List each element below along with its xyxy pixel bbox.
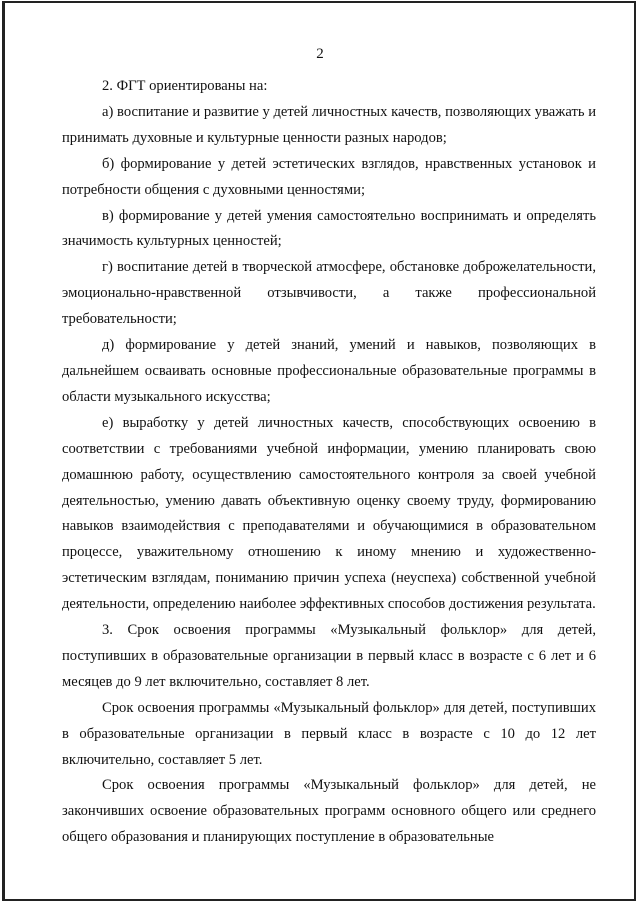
document-body [62,74,596,851]
paragraph-item-b: б) формирование у детей эстетических взглядов, нравственных установок и потребности общения с духовными ценностями; [62,155,596,198]
paragraph-item-e: е) выработку у детей личностных качеств, способствующих освоению в соответствии с требованиями учебной информации, умению планировать свою домашнюю работу, осуществлению самостоятельного контроля за своей учебной деятельностью, умению давать объективную оценку своему труду, формированию навыков взаимодействия с преподавателями и обучающимися в образовательном процессе, уважительному отношению к иному мнению и художественно-эстетическим взглядам, пониманию причин успеха (неуспеха) собственной учебной деятельности, определению наиболее эффективных способов достижения результата. [62,414,596,613]
paragraph-item-g: г) воспитание детей в творческой атмосфере, обстановке доброжелательности, эмоционально-нравственной отзывчивости, а также профессиональной требовательности; [62,259,596,328]
paragraph-fgt-intro: 2. ФГТ ориентированы на: [102,78,268,94]
paragraph-item-a: а) воспитание и развитие у детей личностных качеств, позволяющих уважать и принимать духовные и культурные ценности разных народов; [62,103,596,146]
page-number: 2 [316,46,324,62]
paragraph-term-8-years: 3. Срок освоения программы «Музыкальный фольклор» для детей, поступивших в образовательные организации в первый класс в возрасте с 6 лет и 6 месяцев до 9 лет включительно, составляет 8 лет. [62,622,596,690]
paragraph-term-other: Срок освоения программы «Музыкальный фольклор» для детей, не закончивших освоение образовательных программ основного общего или среднего общего образования и планирующих поступление в образовательные [62,777,596,846]
paragraph-item-v: в) формирование у детей умения самостоятельно воспринимать и определять значимость культурных ценностей; [62,207,596,250]
paragraph-item-d: д) формирование у детей знаний, умений и навыков, позволяющих в дальнейшем осваивать основные профессиональные образовательные программы в области музыкального искусства; [62,337,596,405]
paragraph-term-5-years: Срок освоения программы «Музыкальный фольклор» для детей, поступивших в образовательные организации в первый класс в возрасте с 10 до 12 лет включительно, составляет 5 лет. [62,699,596,768]
